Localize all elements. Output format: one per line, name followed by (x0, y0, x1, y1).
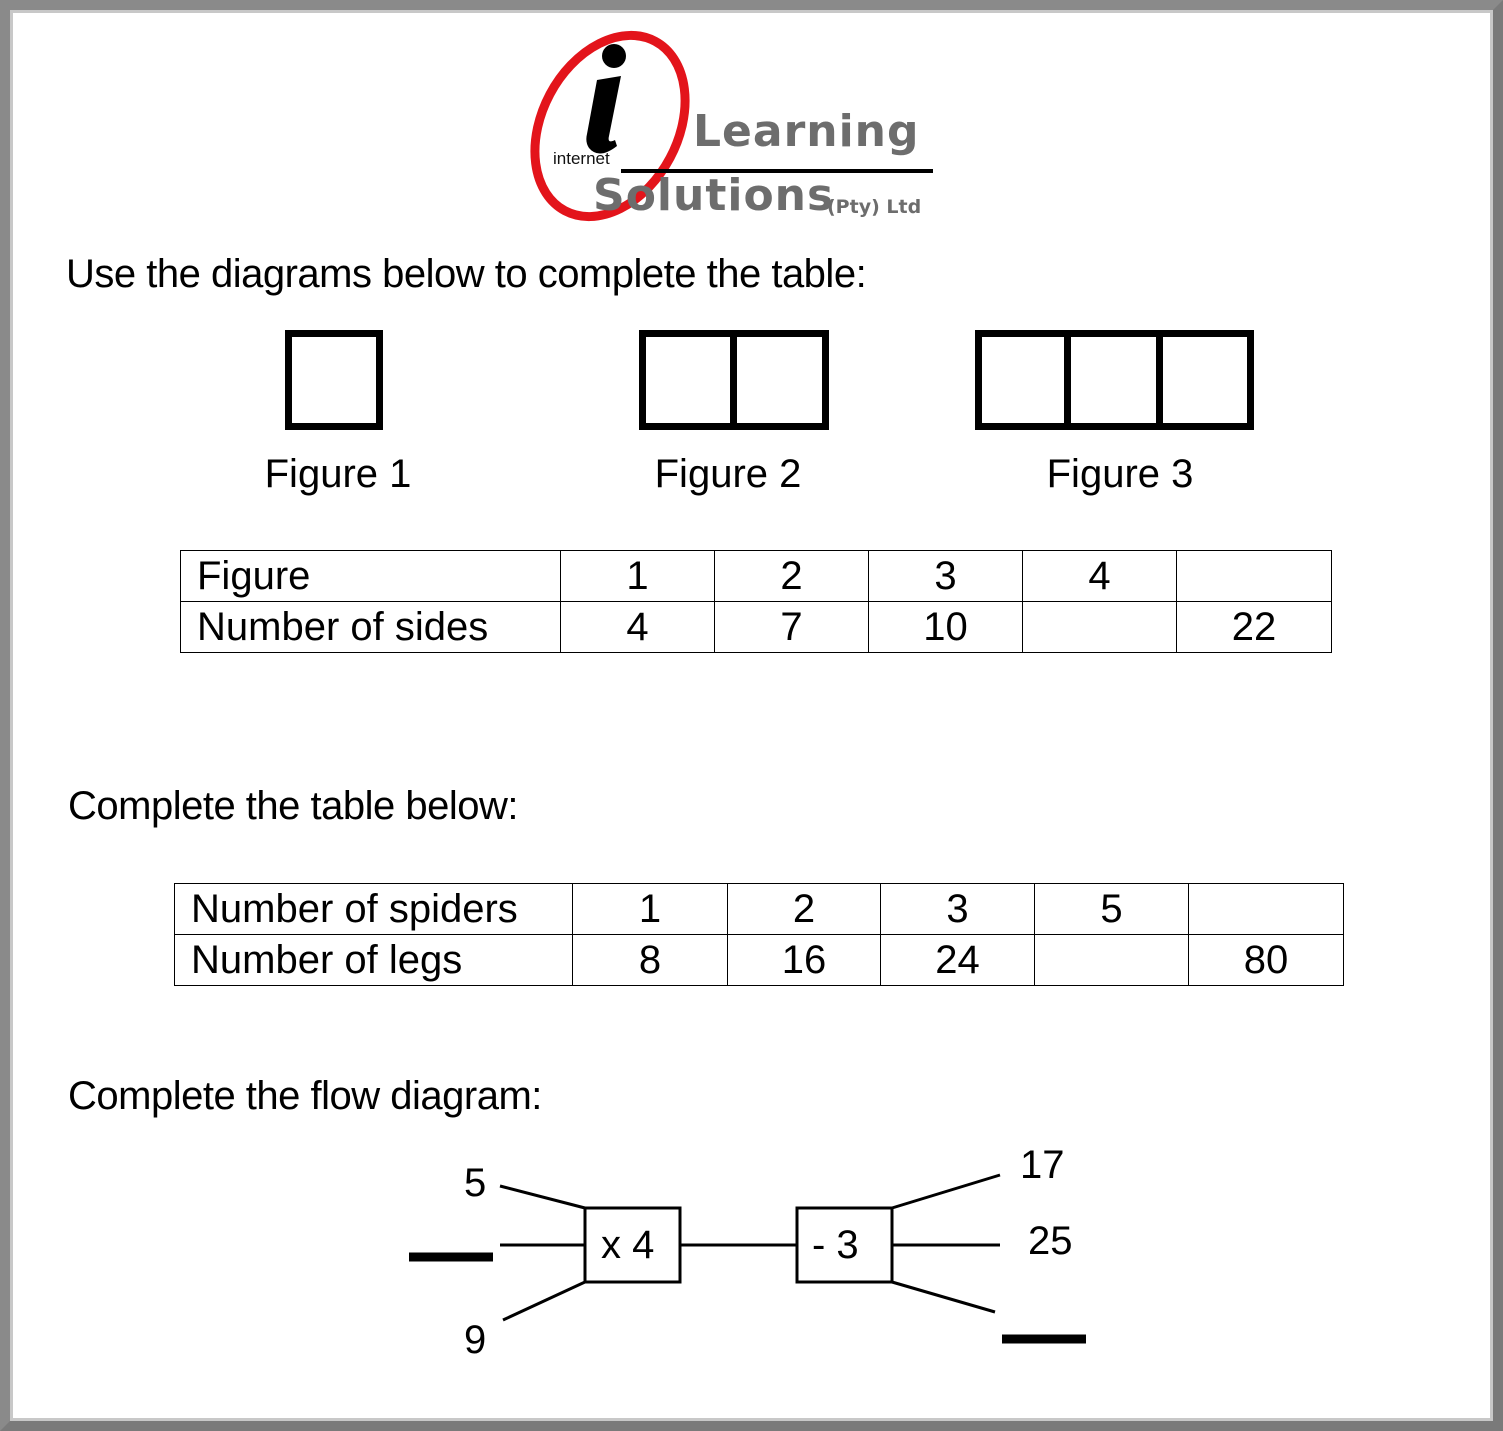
table-cell: 24 (881, 935, 1035, 986)
output-value: 25 (1028, 1219, 1073, 1263)
table-cell: 2 (715, 551, 869, 602)
input-value: 9 (464, 1318, 487, 1362)
table-cell: 2 (728, 884, 881, 935)
table-cell: 5 (1035, 884, 1189, 935)
table-cell: 1 (573, 884, 728, 935)
table-cell: 3 (881, 884, 1035, 935)
table-cell: 22 (1177, 602, 1332, 653)
operator-label: x 4 (601, 1223, 655, 1267)
table-cell: 8 (573, 935, 728, 986)
table-cell: 4 (561, 602, 715, 653)
operator-label: - 3 (812, 1223, 859, 1267)
logo-pty-text: (Pty) Ltd (827, 196, 922, 218)
figure-1-label: Figure 1 (264, 452, 412, 496)
row-header: Number of sides (181, 602, 561, 653)
input-value: 5 (464, 1161, 487, 1205)
output-line (892, 1282, 995, 1312)
output-line (892, 1175, 1000, 1208)
row-header: Number of legs (175, 935, 573, 986)
table-cell: 80 (1189, 935, 1344, 986)
logo-learning-text: Learning (693, 106, 920, 157)
table-cell: 4 (1023, 551, 1177, 602)
instruction-flow: Complete the flow diagram: (68, 1074, 542, 1118)
input-line (503, 1282, 585, 1320)
table-cell: 7 (715, 602, 869, 653)
logo-internet-text: internet (553, 149, 610, 168)
logo-solutions-text: Solutions (593, 170, 835, 221)
row-header: Figure (181, 551, 561, 602)
instruction-table: Complete the table below: (68, 784, 518, 828)
table-cell: 1 (561, 551, 715, 602)
table-cell: 10 (869, 602, 1023, 653)
figure-3-label: Figure 3 (1046, 452, 1194, 496)
table-cell: 16 (728, 935, 881, 986)
instruction-diagrams: Use the diagrams below to complete the table: (66, 252, 867, 296)
row-header: Number of spiders (175, 884, 573, 935)
input-line (500, 1186, 585, 1208)
output-value: 17 (1020, 1143, 1065, 1187)
table-cell: 3 (869, 551, 1023, 602)
figure-2-label: Figure 2 (654, 452, 802, 496)
